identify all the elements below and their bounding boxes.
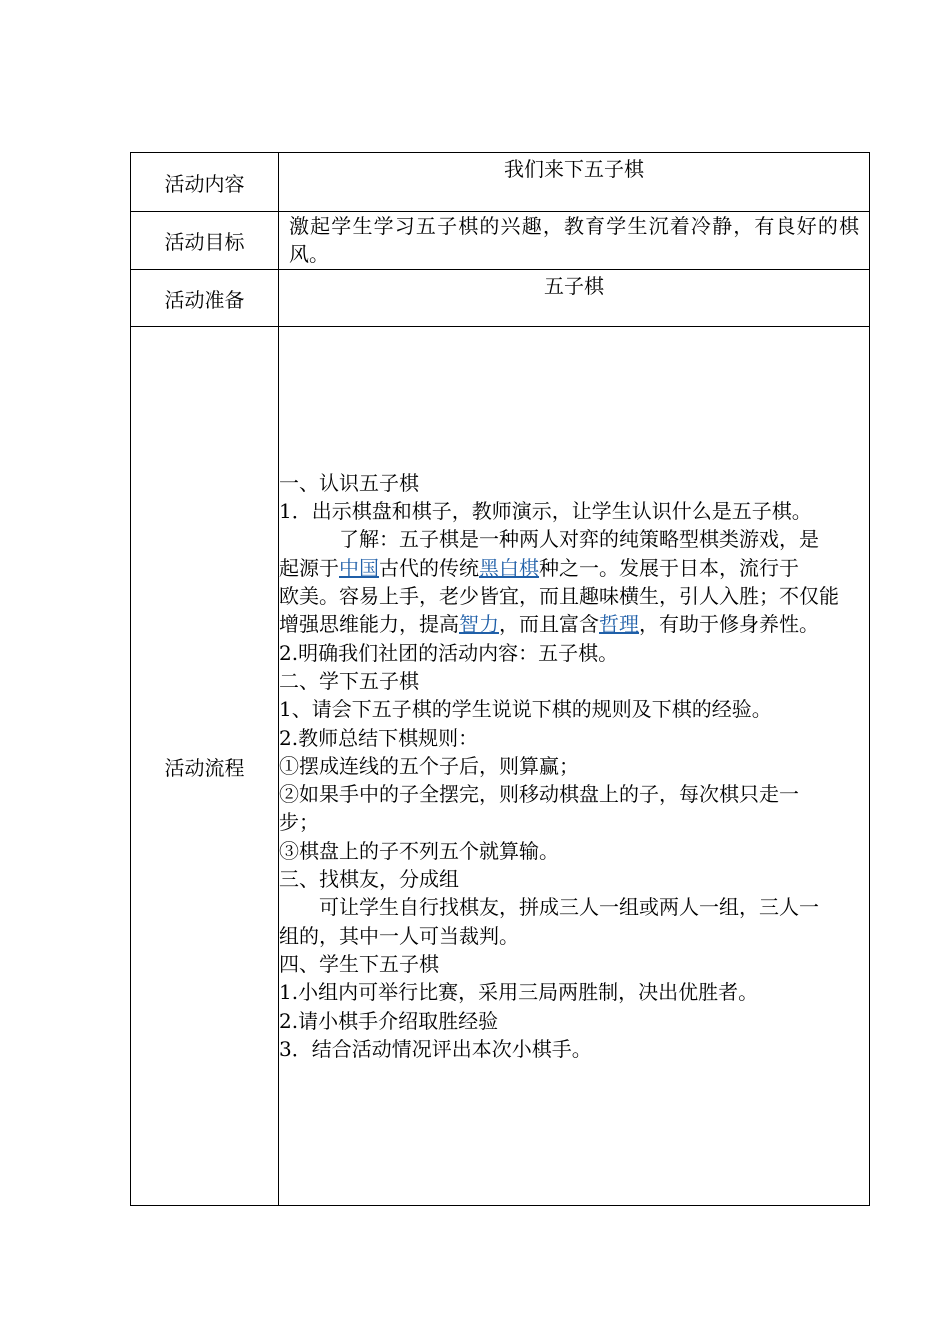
label-prep: 活动准备 <box>131 270 279 327</box>
flow-line <box>279 610 869 638</box>
flow-text: 起源于 <box>279 555 339 580</box>
flow-line: 可让学生自行找棋友，拼成三人一组或两人一组，三人一 <box>319 895 819 920</box>
row-content <box>131 153 870 212</box>
value-goal: 激起学生学习五子棋的兴趣，教育学生沉着冷静，有良好的棋风。 <box>279 212 870 270</box>
row-goal <box>131 212 870 270</box>
flow-line: ③棋盘上的子不列五个就算输。 <box>279 838 559 863</box>
value-content: 我们来下五子棋 <box>279 153 870 212</box>
flow-line: 欧美。容易上手，老少皆宜，而且趣味横生，引人入胜；不仅能 <box>279 584 839 609</box>
section-4-title: 四、学生下五子棋 <box>279 951 439 976</box>
flow-line: 步； <box>279 810 319 835</box>
link-philosophy[interactable]: 哲理 <box>599 612 639 637</box>
flow-line: 3．结合活动情况评出本次小棋手。 <box>279 1036 592 1061</box>
section-2-title: 二、学下五子棋 <box>279 668 419 693</box>
link-black-white-chess[interactable]: 黑白棋 <box>479 555 539 580</box>
flow-line <box>279 554 869 582</box>
flow-text: ，有助于修身养性。 <box>639 612 819 637</box>
flow-text: 增强思维能力，提高 <box>279 612 459 637</box>
flow-text: ，而且富含 <box>499 612 599 637</box>
link-intelligence[interactable]: 智力 <box>459 612 499 637</box>
label-flow: 活动流程 <box>131 327 279 1206</box>
flow-line: ②如果手中的子全摆完，则移动棋盘上的子，每次棋只走一 <box>279 782 799 807</box>
flow-line: 1.小组内可举行比赛，采用三局两胜制，决出优胜者。 <box>279 980 759 1005</box>
link-china[interactable]: 中国 <box>339 555 379 580</box>
section-3-title: 三、找棋友，分成组 <box>279 867 459 892</box>
flow-line: 组的，其中一人可当裁判。 <box>279 923 519 948</box>
flow-line: 了解：五子棋是一种两人对弈的纯策略型棋类游戏，是 <box>339 527 819 552</box>
flow-line: 2.明确我们社团的活动内容：五子棋。 <box>279 640 619 665</box>
row-prep <box>131 270 870 327</box>
row-flow <box>131 327 870 1206</box>
flow-line: 1．出示棋盘和棋子，教师演示，让学生认识什么是五子棋。 <box>279 499 812 524</box>
label-goal: 活动目标 <box>131 212 279 270</box>
flow-text: 古代的传统 <box>379 555 479 580</box>
value-flow <box>279 327 870 1206</box>
label-content: 活动内容 <box>131 153 279 212</box>
flow-line: 1、请会下五子棋的学生说说下棋的规则及下棋的经验。 <box>279 697 772 722</box>
flow-line: 2.教师总结下棋规则： <box>279 725 479 750</box>
value-prep: 五子棋 <box>279 270 870 327</box>
flow-line: 2.请小棋手介绍取胜经验 <box>279 1008 499 1033</box>
section-1-title: 一、认识五子棋 <box>279 470 419 495</box>
activity-plan-table <box>130 152 870 1206</box>
flow-line: ①摆成连线的五个子后，则算赢； <box>279 753 579 778</box>
flow-text: 种之一。发展于日本，流行于 <box>539 555 799 580</box>
